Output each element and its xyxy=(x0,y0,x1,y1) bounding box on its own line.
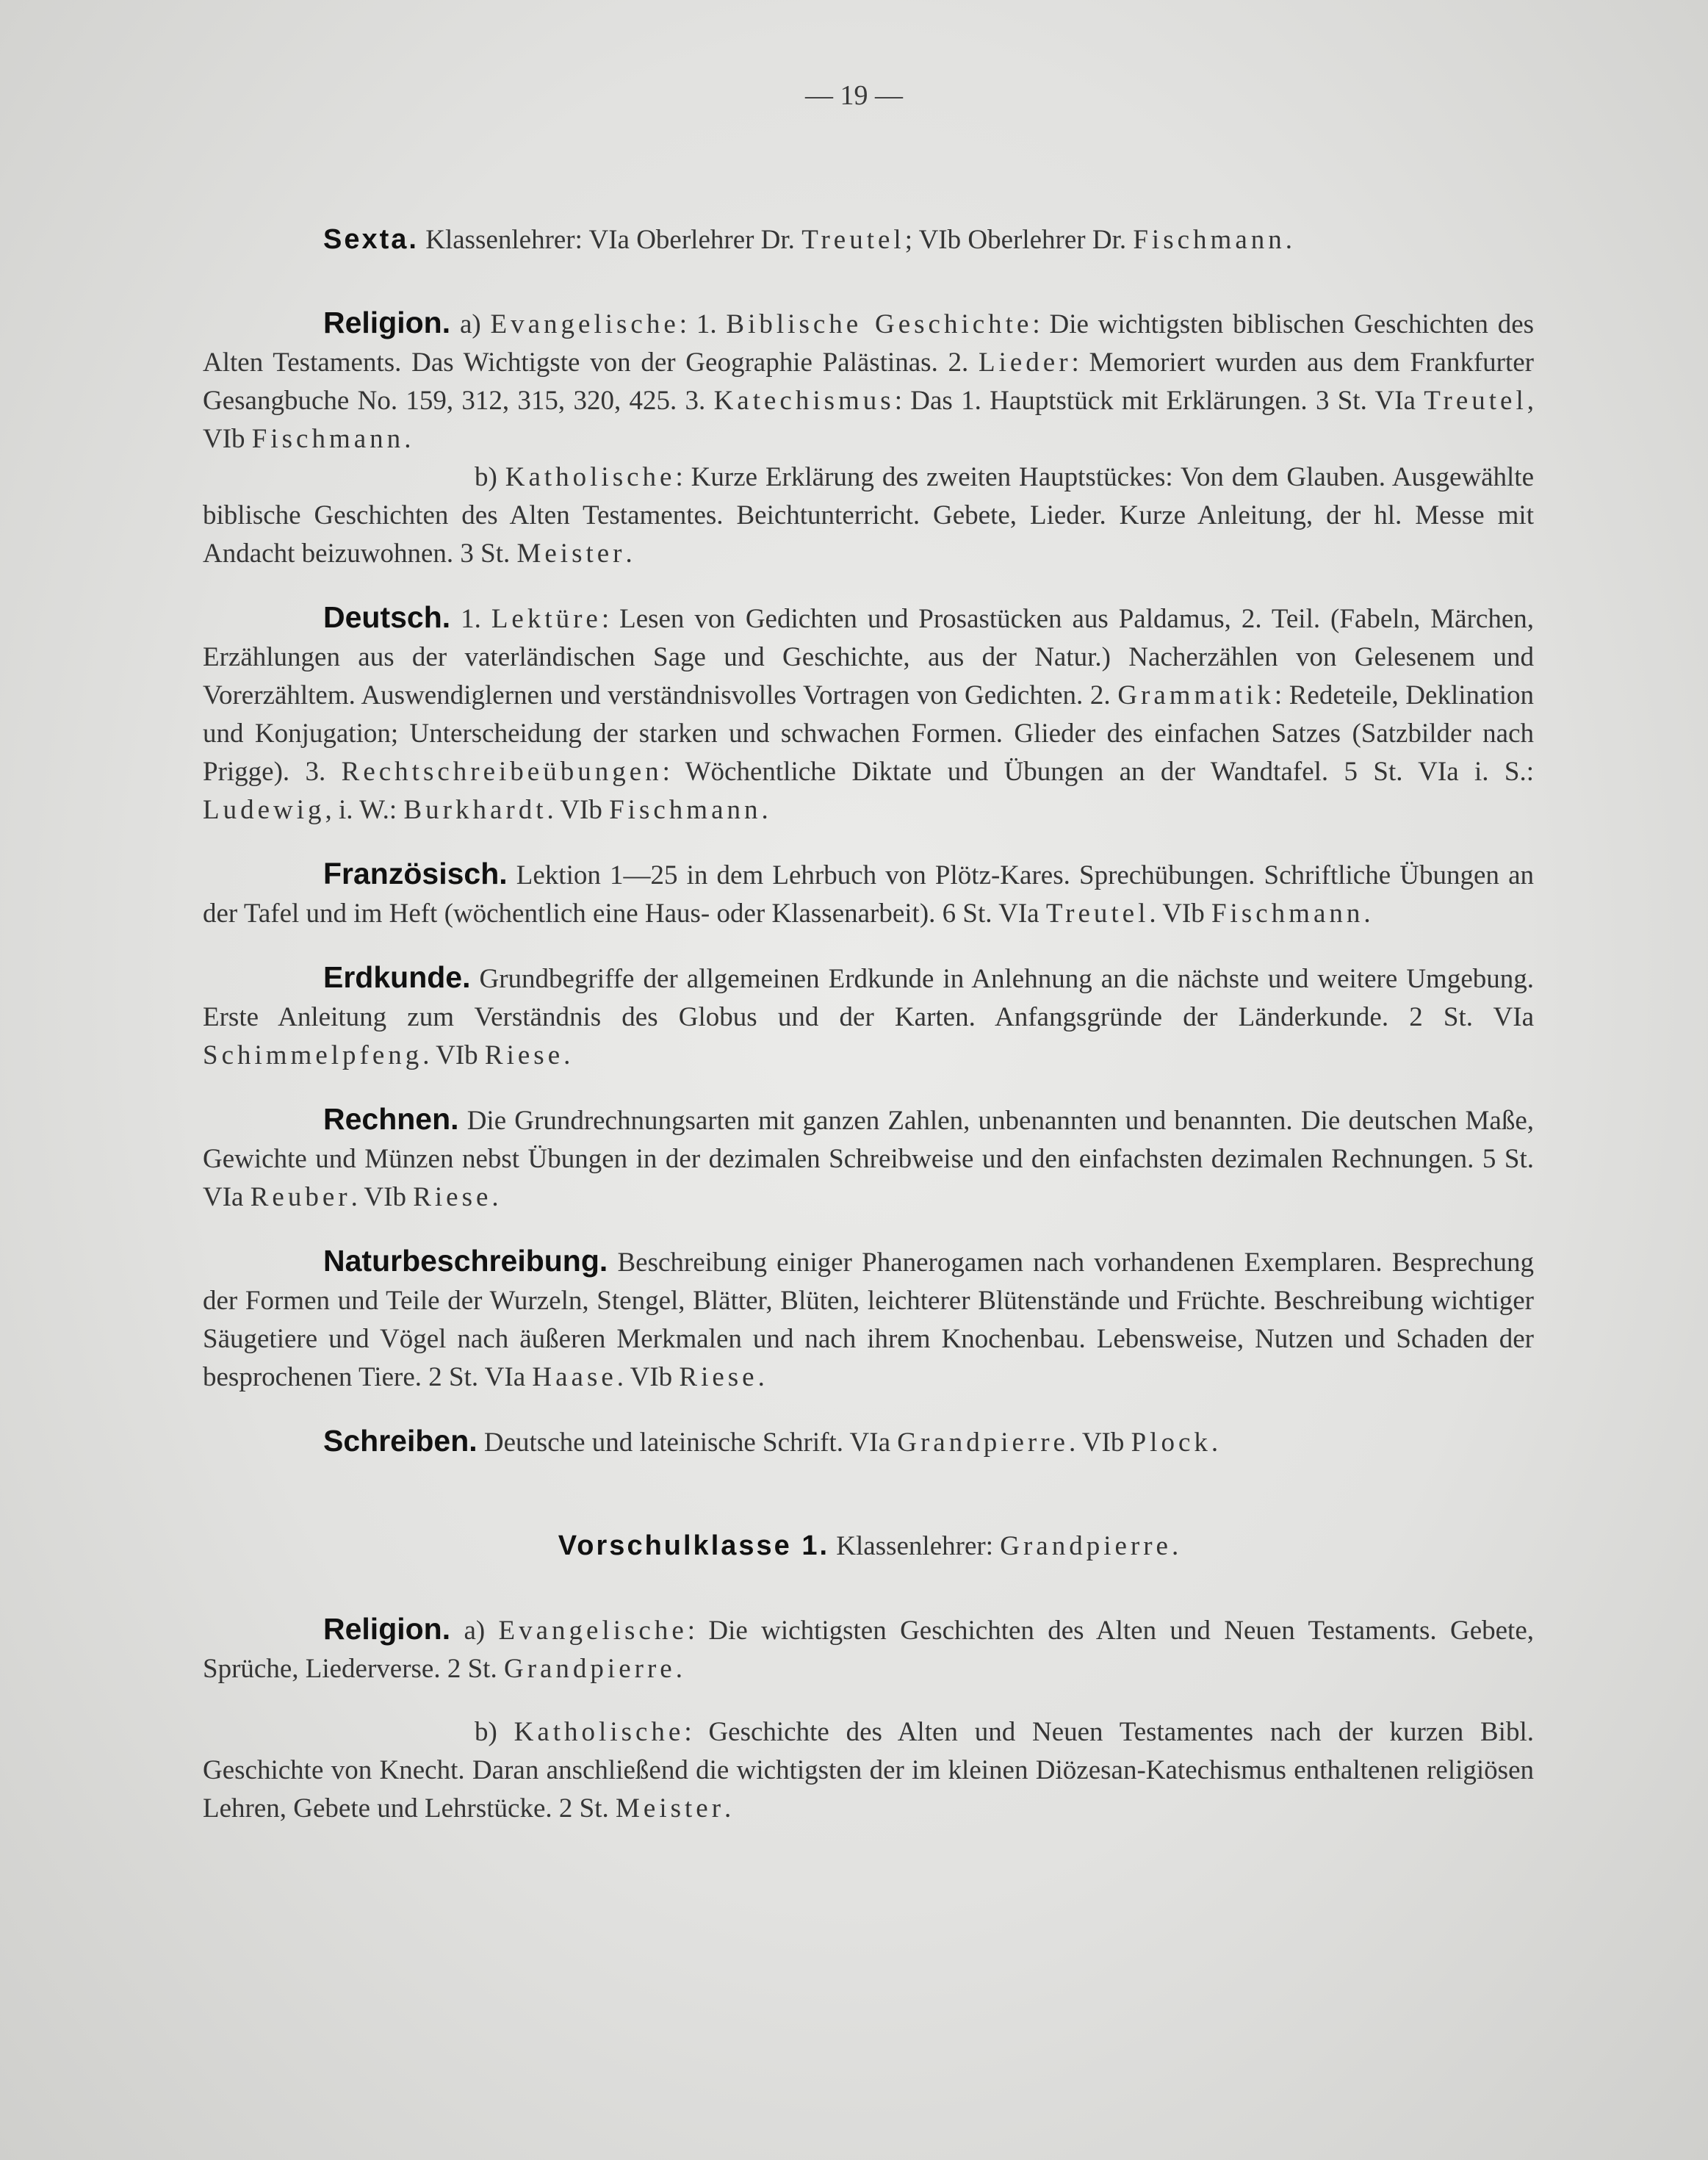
paragraph-text: Grundbegriffe der allgemeinen Erdkunde in Anlehnung an die nächste und weitere Umgebung. Erste Anleitung zum Verständnis des Globus und der Karten. Anfangsgründe der Länderkunde. 2 St. VIa xyxy=(203,964,1534,1032)
teacher-name: Grandpierre xyxy=(503,1654,676,1684)
paragraph-text: Deutsche und lateinische Schrift. VIa xyxy=(477,1428,898,1458)
list-marker: a) xyxy=(459,309,491,339)
spaced-term: Lektüre xyxy=(491,604,602,634)
teacher-name: Fischmann xyxy=(251,424,405,454)
paragraph-text: : Geschichte des Alten und Neuen Testamentes nach der kurzen Bibl. Geschichte von Knecht. Daran anschließend die wichtigsten der im kleinen Diözesan-Katechismus enthaltenen religiösen Lehren, Gebete und Lehrstücke. 2 St. xyxy=(203,1717,1534,1824)
punctuation: . xyxy=(1285,225,1292,255)
paragraph-text: : Kurze Erklärung des zweiten Hauptstückes: Von dem Glauben. Ausgewählte biblische Geschichten des Alten Testamentes. Beichtunterricht. Gebete, Lieder. Kurze Anleitung, der hl. Messe mit Andacht beizuwohnen. 3 St. xyxy=(203,462,1534,569)
teacher-name: Riese xyxy=(679,1362,758,1392)
paragraph-text: . VIb xyxy=(1068,1428,1131,1458)
sexta-text: Klassenlehrer: VIa Oberlehrer Dr. xyxy=(425,225,802,255)
subject-heading: Deutsch. xyxy=(323,600,451,634)
paragraph-text: : Die wichtigsten Geschichten des Alten und Neuen Testaments. Gebete, Sprüche, Liederverse. 2 St. xyxy=(203,1616,1534,1684)
list-marker: b) xyxy=(475,462,505,492)
punctuation: . xyxy=(1363,899,1371,929)
subject-heading: Naturbeschreibung. xyxy=(323,1244,608,1278)
sexta-header xyxy=(203,220,1534,259)
schreiben-paragraph xyxy=(203,1422,1534,1462)
list-marker: a) xyxy=(450,1616,499,1646)
teacher-name: Treutel xyxy=(801,225,905,255)
teacher-name: Plock xyxy=(1131,1428,1211,1458)
paragraph-text: . VIb xyxy=(350,1182,414,1212)
subject-heading: Erdkunde. xyxy=(323,960,471,994)
paragraph-text: , i. W.: xyxy=(325,795,404,825)
spaced-term: Biblische Geschichte xyxy=(726,309,1033,339)
franzoesisch-paragraph xyxy=(203,854,1534,933)
teacher-name: Grandpierre xyxy=(897,1428,1069,1458)
paragraph-text: . VIb xyxy=(616,1362,680,1392)
spaced-term: Evangelische xyxy=(498,1616,688,1646)
paragraph-text: Beschreibung einiger Phanerogamen nach vorhandenen Exemplaren. Besprechung der Formen und Teile der Wurzeln, Stengel, Blätter, Blüten, leichterer Blütenstände und Früchte. Beschreibung wichtiger Säugetiere und Vögel nach äußeren Merkmalen und nach ihrem Knochenbau. Lebensweise, Nutzen und Schaden der besprochenen Tiere. 2 St. VIa xyxy=(203,1248,1534,1392)
paragraph-text: , VIb xyxy=(203,386,1534,454)
punctuation: . xyxy=(761,795,768,825)
teacher-name: Grandpierre xyxy=(1000,1531,1172,1561)
sexta-heading: Sexta. xyxy=(323,224,419,255)
paragraph-text: . VIb xyxy=(547,795,610,825)
vorschulklasse-header xyxy=(203,1527,1534,1566)
paragraph-text: . VIb xyxy=(1149,899,1211,929)
erdkunde-paragraph xyxy=(203,958,1534,1075)
teacher-name: Treutel xyxy=(1045,899,1150,929)
subject-heading: Rechnen. xyxy=(323,1102,459,1136)
religion-paragraph-b xyxy=(203,458,1534,573)
subject-heading: Religion. xyxy=(323,306,451,339)
punctuation: . xyxy=(675,1654,682,1684)
religion-paragraph-a xyxy=(203,303,1534,458)
paragraph-text: Lektion 1—25 in dem Lehrbuch von Plötz-Kares. Sprechübungen. Schriftliche Übungen an der Tafel und im Heft (wöchentlich eine Haus- oder Klassenarbeit). 6 St. VIa xyxy=(203,860,1534,929)
teacher-name: Reuber xyxy=(250,1182,351,1212)
punctuation: . xyxy=(625,539,633,569)
page-content xyxy=(203,220,1534,1828)
spaced-term: Katholische xyxy=(505,462,676,492)
sexta-text: ; VIb Oberlehrer Dr. xyxy=(904,225,1134,255)
subject-heading: Schreiben. xyxy=(323,1424,478,1458)
spaced-term: Katholische xyxy=(514,1717,685,1747)
teacher-name: Treutel xyxy=(1424,386,1527,416)
teacher-name: Fischmann xyxy=(1211,899,1364,929)
punctuation: . xyxy=(491,1182,499,1212)
punctuation: . xyxy=(724,1793,732,1824)
punctuation: . xyxy=(1211,1428,1219,1458)
teacher-name: Burkhardt xyxy=(403,795,547,825)
vorschul-religion-paragraph-a xyxy=(203,1610,1534,1688)
subject-heading: Französisch. xyxy=(323,857,508,890)
paragraph-text: : Lesen von Gedichten und Prosastücken aus Paldamus, 2. Teil. (Fabeln, Märchen, Erzählungen aus der vaterländischen Sage und Geschichte, aus der Natur.) Nacherzählen von Gelesenem und Vorerzähltem. Auswendiglernen und verständnisvolles Vortragen von Gedichten. 2. xyxy=(203,604,1534,710)
paragraph-text: : Wöchentliche Diktate und Übungen an der Wandtafel. 5 St. VIa i. S.: xyxy=(662,757,1534,787)
paragraph-text: : 1. xyxy=(679,309,727,339)
paragraph-text: : Die wichtigsten biblischen Geschichten des Alten Testaments. Das Wichtigste von der Geographie Palästinas. 2. xyxy=(203,309,1535,378)
teacher-name: Riese xyxy=(484,1040,564,1070)
deutsch-paragraph xyxy=(203,598,1534,829)
subject-heading: Religion. xyxy=(323,1612,451,1646)
vorschul-religion-paragraph-b xyxy=(203,1713,1534,1828)
teacher-name: Haase xyxy=(532,1362,617,1392)
paragraph-text: Die Grundrechnungsarten mit ganzen Zahlen, unbenannten und benannten. Die deutschen Maße, Gewichte und Münzen nebst Übungen in der dezimalen Schreibweise und den einfachsten dezimalen Rechnungen. 5 St. VIa xyxy=(203,1106,1534,1212)
list-marker: b) xyxy=(475,1717,514,1747)
spaced-term: Rechtschreibeübungen xyxy=(341,757,663,787)
paragraph-text: Klassenlehrer: xyxy=(829,1531,1001,1561)
punctuation: . xyxy=(1171,1531,1179,1561)
spaced-term: Lieder xyxy=(978,348,1072,378)
page-number: — 19 — xyxy=(805,80,903,111)
teacher-name: Riese xyxy=(413,1182,492,1212)
teacher-name: Fischmann xyxy=(609,795,762,825)
spaced-term: Katechismus xyxy=(713,386,895,416)
spaced-term: Grammatik xyxy=(1117,680,1275,710)
teacher-name: Meister xyxy=(516,539,626,569)
rechnen-paragraph xyxy=(203,1100,1534,1217)
punctuation: . xyxy=(563,1040,571,1070)
punctuation: . xyxy=(757,1362,765,1392)
spaced-term: Evangelische xyxy=(490,309,680,339)
paragraph-text: . VIb xyxy=(422,1040,485,1070)
naturbeschreibung-paragraph xyxy=(203,1242,1534,1397)
teacher-name: Meister xyxy=(616,1793,725,1824)
paragraph-text: : Redeteile, Deklination und Konjugation; Unterscheidung der starken und schwachen Formen. Glieder des einfachen Satzes (Satzbilder nach Prigge). 3. xyxy=(203,680,1534,787)
paragraph-text: 1. xyxy=(450,604,491,634)
teacher-name: Schimmelpfeng xyxy=(203,1040,423,1070)
vorschulklasse-heading: Vorschulklasse 1. xyxy=(558,1530,830,1561)
punctuation: . xyxy=(404,424,411,454)
teacher-name: Fischmann xyxy=(1133,225,1286,255)
paragraph-text: : Memoriert wurden aus dem Frankfurter Gesangbuche No. 159, 312, 315, 320, 425. 3. xyxy=(203,348,1534,416)
teacher-name: Ludewig xyxy=(203,795,325,825)
paragraph-text: : Das 1. Hauptstück mit Erklärungen. 3 St. VIa xyxy=(894,386,1424,416)
